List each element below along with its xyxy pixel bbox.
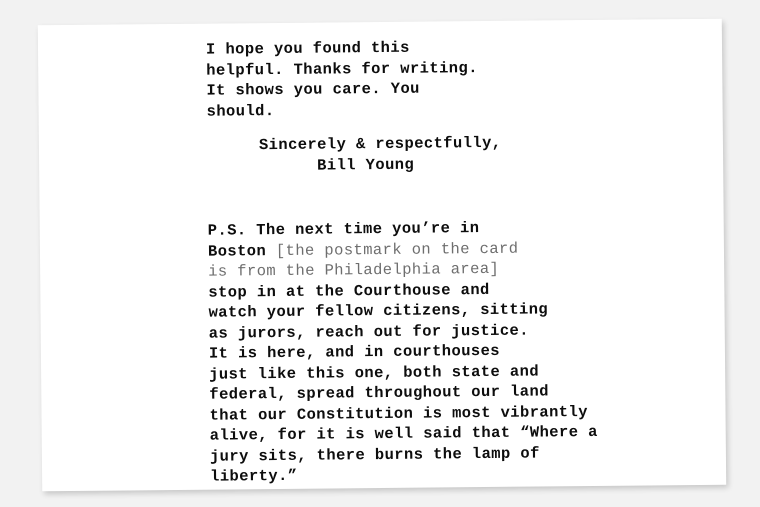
paragraph1-line-1: I hope you found this	[205, 38, 410, 59]
valediction: Sincerely & respectfully,	[258, 133, 502, 155]
postscript-body-line-10: liberty.”	[210, 466, 298, 486]
paragraph1-line-3: It shows you care. You	[206, 79, 420, 100]
postscript-bracket-note-part1: [the postmark on the card	[266, 239, 519, 260]
postscript-body-line-9: jury sits, there burns the lamp of	[209, 443, 540, 466]
paragraph1-line-4: should.	[206, 101, 275, 121]
postscript-body-line-6: federal, spread throughout our land	[209, 382, 549, 404]
letter-card	[38, 19, 726, 492]
signature-name: Bill Young	[317, 155, 415, 175]
postscript-line-1: P.S. The next time you’re in	[207, 219, 480, 240]
postscript-body-line-7: that our Constitution is most vibrantly	[209, 402, 588, 425]
postscript-body-line-4: It is here, and in courthouses	[208, 341, 501, 363]
spacer-before-postscript	[207, 172, 707, 221]
postscript-bracket-note-part2: is from the Philadelphia area]	[208, 259, 500, 281]
postscript-body-line-8: alive, for it is well said that “Where a	[209, 422, 598, 445]
postscript-body-line-5: just like this one, both state and	[209, 361, 540, 384]
postscript-body-line-3: as jurors, reach out for justice.	[208, 321, 529, 343]
paragraph1-line-2: helpful. Thanks for writing.	[206, 58, 478, 80]
letter-text-block	[206, 35, 710, 487]
postscript-body-line-1: stop in at the Courthouse and	[208, 280, 490, 302]
postscript-city: Boston	[207, 241, 267, 261]
postscript-body-line-2: watch your fellow citizens, sitting	[208, 300, 549, 322]
